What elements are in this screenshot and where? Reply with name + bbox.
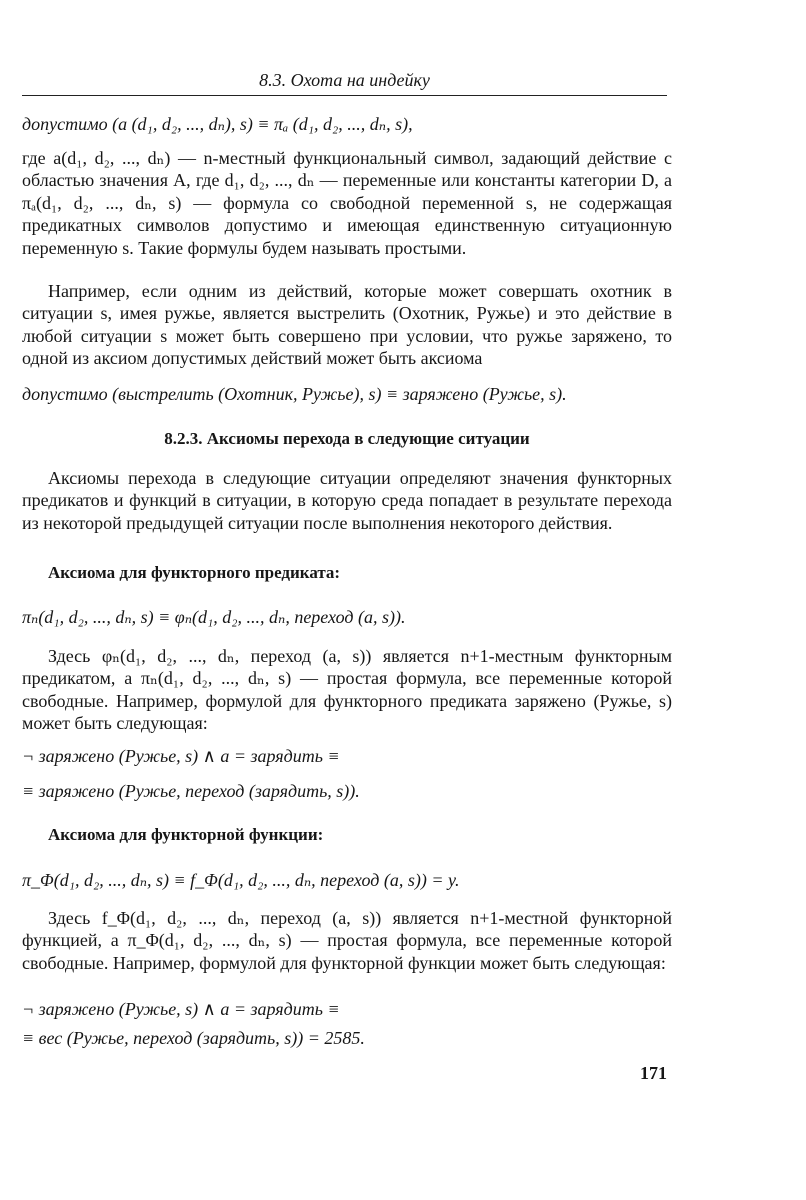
paragraph-predicate-explanation: Здесь φₙ(d₁, d₂, ..., dₙ, переход (a, s)) является n+1-местным функторным предикатом, а πₙ(d₁, d₂, ..., dₙ, s) — простая формула, все переменные которой свободные. Например, формулой для функторного предиката заряжено (Ружье, s) может быть следующая: [22,646,672,734]
formula-functor-function: π_Φ(d₁, d₂, ..., dₙ, s) ≡ f_Φ(d₁, d₂, ..., dₙ, переход (a, s)) = y. [22,870,460,890]
formula-loaded-line2: ≡ заряжено (Ружье, переход (зарядить, s)). [22,781,360,801]
header-rule [22,95,667,96]
subheading-functor-function: Аксиома для функторной функции: [48,825,324,844]
formula-admissible-general: допустимо (a (d₁, d₂, ..., dₙ), s) ≡ πₐ (d₁, d₂, ..., dₙ, s), [22,114,413,134]
paragraph-simple-formulas: где a(d₁, d₂, ..., dₙ) — n-местный функциональный символ, задающий действие с областью значения A, где d₁, d₂, ..., dₙ — переменные или константы категории D, а πₐ(d₁, d₂, ..., dₙ, s) — формула со свободной переменной s, не содержащая предикатных символов допустимо и имеющая единственную ситуационную переменную s. Такие формулы будем называть простыми. [22,148,672,258]
formula-functor-predicate: πₙ(d₁, d₂, ..., dₙ, s) ≡ φₙ(d₁, d₂, ..., dₙ, переход (a, s)). [22,607,406,627]
paragraph-function-explanation: Здесь f_Φ(d₁, d₂, ..., dₙ, переход (a, s)) является n+1-местной функторной функцией, а π_Φ(d₁, d₂, ..., dₙ, s) — простая формула, все переменные которой свободные. Например, формулой для функторной функции может быть следующая: [22,908,672,973]
formula-loaded-line1: ¬ заряжено (Ружье, s) ∧ a = зарядить ≡ [22,746,340,766]
section-heading: 8.2.3. Аксиомы перехода в следующие ситуации [164,429,530,448]
paragraph-example-shoot: Например, если одним из действий, которые может совершать охотник в ситуации s, имея ружье, является выстрелить (Охотник, Ружье) и это действие в любой ситуации s может быть совершено при условии, что ружье заряжено, то одной из аксиом допустимых действий может быть аксиома [22,281,672,369]
formula-weight-line2: ≡ вес (Ружье, переход (зарядить, s)) = 2585. [22,1028,365,1048]
subheading-functor-predicate: Аксиома для функторного предиката: [48,563,341,582]
formula-weight-line1: ¬ заряжено (Ружье, s) ∧ a = зарядить ≡ [22,999,340,1019]
page-number: 171 [640,1063,667,1083]
formula-admissible-shoot: допустимо (выстрелить (Охотник, Ружье), s) ≡ заряжено (Ружье, s). [22,384,567,404]
paragraph-transition-axioms: Аксиомы перехода в следующие ситуации определяют значения функторных предикатов и функций в ситуации, в которую среда попадает в результате перехода из некоторой предыдущей ситуации после выполнения некоторого действия. [22,468,672,533]
running-header: 8.3. Охота на индейку [259,70,430,90]
